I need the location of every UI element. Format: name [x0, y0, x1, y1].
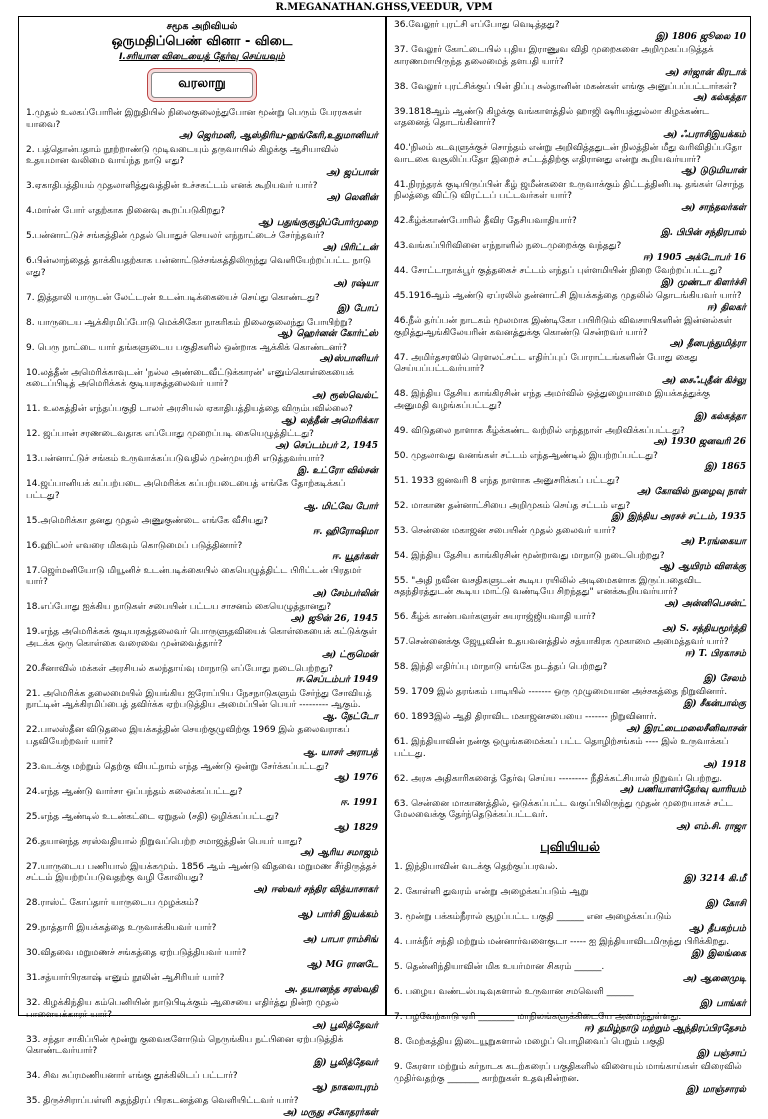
- question-text: 36.வேலூர் புரட்சி எப்போது வெடித்தது?: [394, 20, 746, 32]
- question-item: [26, 566, 378, 601]
- question-text: 18.எப்போது ஐக்கிய நாடுகள் சபையின் பட்டய சாசனம் கையெழுத்தானது?: [26, 602, 378, 614]
- question-item: [394, 426, 746, 449]
- question-item: [394, 987, 746, 1010]
- question-text: 19.எந்த அமெரிக்கக் குடியரசுத்தலைவர் பொருளுதவியைக் கொள்கையைக் கட்டுக்குள் அடக்க ஒரு கொள்கை வரைவை முன்வைத்தார்?: [26, 627, 378, 650]
- answer-text: அ) தீனபந்துமித்ரா: [394, 339, 746, 351]
- question-item: [394, 266, 746, 289]
- question-text: 8. யாருடைய ஆக்கிரமிப்போடு மெக்சிகோ நாகரிகம் நிலைகுலைந்து போயிற்று?: [26, 318, 378, 330]
- answer-text: ஆ. நேட்டோ: [26, 712, 378, 724]
- question-text: 48. இந்திய தேசிய காங்கிரசின் எந்த அமர்வில் ஒத்துழையாமை இயக்கத்துக்கு அனுமதி வழங்கப்பட்டது?: [394, 389, 746, 412]
- answer-text: ஈ.செப்டம்பர் 1949: [26, 675, 378, 687]
- question-text: 32. கிழக்கிந்திய கம்பெனியின் நாடுபிடிக்கும் ஆசையை எதிர்த்து நின்ற முதல் பாளையக்காரர் யார்?: [26, 998, 378, 1021]
- question-item: [394, 799, 746, 834]
- question-text: 3. மூன்று பக்கம்நீரால் சூழப்பட்ட பகுதி ______ என அழைக்கப்படும்: [394, 912, 746, 924]
- question-item: [394, 316, 746, 351]
- subject-title: சமூக அறிவியல்: [26, 20, 378, 34]
- question-item: [394, 887, 746, 910]
- answer-text: அ) கல்கத்தா: [394, 93, 746, 105]
- question-item: [26, 231, 378, 254]
- question-item: [26, 664, 378, 687]
- question-item: [394, 1062, 746, 1097]
- question-text: 46.நீல் தர்ப்பன் நாடகம் மூலமாக இண்டிகோ பயிரிடும் விவசாயிகளின் இன்னல்கள் குறித்துஆங்கிலேயரின் கவனத்துக்கு கொண்டு சென்றவர் யார்?: [394, 316, 746, 339]
- answer-text: இ. உட்ரோ வில்சன்: [26, 466, 378, 478]
- question-item: [26, 1071, 378, 1094]
- question-item: [394, 501, 746, 524]
- question-item: [394, 551, 746, 574]
- question-item: [394, 612, 746, 635]
- answer-text: அ) பூலித்தேவர்: [26, 1021, 378, 1033]
- answer-text: அ) P.ரங்கையா: [394, 537, 746, 549]
- question-text: 7. இத்தாலி யாருடன் லேட்டரன் உடன்படிக்கையைச் செய்து கொண்டது?: [26, 293, 378, 305]
- answer-text: அ) சர்ஜான் கிரடாக்: [394, 68, 746, 80]
- question-item: [394, 526, 746, 549]
- answer-text: அ) ஜூன் 26, 1945: [26, 614, 378, 626]
- history-question-list-right: [394, 20, 746, 833]
- answer-text: அ) செப்டம்பர் 2, 1945: [26, 441, 378, 453]
- question-text: 15.அமெரிக்கா தனது முதல் அணுகுண்டை எங்கே வீசியது?: [26, 516, 378, 528]
- answer-text: ஈ. ஹிரோஷிமா: [26, 527, 378, 539]
- question-text: 11. உலகத்தின் எந்தப்பகுதி டாலர் அரசியல் ஏகாதிபத்தியத்தை விரும்பவில்லை?: [26, 404, 378, 416]
- answer-text: ஆ) 1829: [26, 823, 378, 835]
- question-item: [394, 712, 746, 735]
- question-item: [394, 241, 746, 264]
- answer-text: அ) பணியாளர்தேர்வு வாரியம்: [394, 785, 746, 797]
- question-text: 26.தயானந்த சரஸ்வதியால் நிறுவப்பெற்ற சமாஜத்தின் பெயர் யாது?: [26, 837, 378, 849]
- answer-text: இ. பிபின் சந்திரபால்: [394, 228, 746, 240]
- question-item: [394, 451, 746, 474]
- question-text: 13.பன்னாட்டுச் சங்கம் உருவாக்கப்படுவதில் முன்முயற்சி எடுத்தவர்யார்?: [26, 454, 378, 466]
- answer-text: இ) 1806 ஜூலை 10: [394, 32, 746, 44]
- question-item: [394, 912, 746, 935]
- answer-text: இ) சேலம்: [394, 674, 746, 686]
- question-text: 10.லத்தீன் அமெரிக்காவுடன் 'நல்ல அண்டைவீட்டுக்காரன்' எனும்கொள்கையைக் கடைப்பிடித் அமெரிக்கக் குடியரசுத்தலைவர் யார்?: [26, 368, 378, 391]
- question-text: 40.'நிலம் கடவுளுக்குச் சொந்தம் என்று அறிவித்ததுடன் நிலத்தின் மீது வரிவிதிப்பதோ வாடகை வசூலிப்பதோ இறைச் சட்டத்திற்கு எதிரானது என்று கூறியவர்யார்?: [394, 143, 746, 166]
- answer-text: ஆ) டுடுமியான்: [394, 166, 746, 178]
- question-item: [26, 429, 378, 452]
- question-text: 41.நிரந்தரக் குடியிருப்பின் கீழ் ஜமீன்களை உருவாக்கும் திட்டத்தினிபடி தங்கள் சொந்த நிலத்தை விட்டு விரட்டப் பட்டவர்கள் யார்?: [394, 180, 746, 203]
- question-text: 62. அரசு அதிகாரிகளைத் தேர்வு செய்ய --------- நீதிக்கட்சியால் நிறுவப் பெற்றது.: [394, 774, 746, 786]
- question-text: 1. இந்தியாவின் வடக்கு தெற்குப்பரவல்.: [394, 862, 746, 874]
- question-text: 7. பழவேற்காடு ஏரி ________ மாநிலங்களுக்கிடையே அமைந்துள்ளது.: [394, 1012, 746, 1024]
- answer-text: இ) கோசி: [394, 899, 746, 911]
- question-text: 29.நாத்தாரி இயக்கத்தை உருவாக்கியவர் யார்?: [26, 923, 378, 935]
- question-item: [394, 1012, 746, 1035]
- worksheet-page: [18, 16, 751, 1016]
- answer-text: அ) கோவில் நுழைவு நாள்: [394, 487, 746, 499]
- answer-text: அ) 1930 ஜனவரி 26: [394, 437, 746, 449]
- question-item: [26, 516, 378, 539]
- question-text: 61. இந்தியாவின் நன்கு ஒழுங்கமைக்கப் பட்ட தொழிற்சங்கம் ---- இல் உருவாக்கப் பட்டது.: [394, 737, 746, 760]
- question-text: 9. பெரு நாட்டை யார் தங்களுடைய பகுதிகளில் ஒன்றாக ஆக்கிக் கொண்டனர்?: [26, 343, 378, 355]
- question-item: [394, 20, 746, 43]
- question-item: [26, 293, 378, 316]
- question-text: 4. பாக்நீர் சந்தி மற்றும் மன்னார்வளைகுடா ----- ஐ இந்தியாவிடமிருந்து பிரிக்கிறது.: [394, 937, 746, 949]
- answer-text: ஆ) 1976: [26, 773, 378, 785]
- answer-text: இ) பூலித்தேவர்: [26, 1058, 378, 1070]
- question-text: 43.வங்கப்பிரிவினை எந்நாளில் நடைமுறைக்கு வந்தது?: [394, 241, 746, 253]
- answer-text: இ) கல்கத்தா: [394, 412, 746, 424]
- question-text: 4.மார்ன் போர் எதற்காக நினைவு கூறப்படுகிறது?: [26, 206, 378, 218]
- question-item: [394, 353, 746, 388]
- answer-text: ஈ) திலகர்: [394, 303, 746, 315]
- answer-text: அ) லெனின்: [26, 193, 378, 205]
- question-item: [394, 143, 746, 178]
- question-text: 5.பன்னாட்டுச் சங்கத்தின் முதல் பொதுச் செயலர் எந்நாட்டைச் சேர்ந்தவர்?: [26, 231, 378, 243]
- answer-text: ஆ) MG ரானடே: [26, 960, 378, 972]
- question-item: [26, 318, 378, 341]
- question-text: 52. மாகாண தன்னாட்சியை அறிமுகம் செய்த சட்டம் எது?: [394, 501, 746, 513]
- question-item: [394, 180, 746, 215]
- question-text: 33. சந்தா சாகிப்பின் மூன்று குவைகளோடும் நெருங்கிய நட்பினை ஏற்படுத்திக் கொண்டவர்யார்?: [26, 1035, 378, 1058]
- answer-text: ஈ) 1905 அக்டோபர் 16: [394, 253, 746, 265]
- answer-text: இ) 3214 கி.மீ: [394, 874, 746, 886]
- question-item: [26, 998, 378, 1033]
- answer-text: அ) ட்ரூமென்: [26, 650, 378, 662]
- question-text: 57.சென்னைக்கு ஜேயூவின் உதயவனத்தில் சத்யாகிரக முகாமை அமைத்தவர் யார்?: [394, 637, 746, 649]
- question-text: 30.விதவை மறுமணச் சங்கத்தை ஏற்படுத்தியவர் யார்?: [26, 948, 378, 960]
- question-item: [26, 627, 378, 662]
- question-text: 2. கோள்ளி துவரம் என்று அழைக்கப்படும் ஆறு: [394, 887, 746, 899]
- answer-text: அ) பாபா ராம்சிங்: [26, 935, 378, 947]
- question-item: [26, 256, 378, 291]
- question-item: [26, 404, 378, 427]
- question-text: 16.ஹிட்லர் எவரை மிகவும் கொடுமைப் படுத்தினார்?: [26, 541, 378, 553]
- question-text: 54. இந்திய தேசிய காங்கிரசின் மூன்றாவது மாநாடு நடைபெற்றது?: [394, 551, 746, 563]
- question-item: [26, 1096, 378, 1119]
- question-text: 44. சோட்டாநாக்பூர் குத்தகைச் சட்டம் எந்தப் புள்ளமியின் நிறை வேற்றப்பட்டது?: [394, 266, 746, 278]
- question-text: 24.எந்த ஆண்டு வார்சா ஒப்பந்தம் கலைக்கப்பட்டது?: [26, 787, 378, 799]
- question-text: 5. தென்னிந்தியாவின் மிக உயர்மான சிகரம் ______.: [394, 962, 746, 974]
- question-text: 27.யாருடைய பணியால் இயக்கமும். 1856 ஆம் ஆண்டு விதவை மறுமண சீர்திருத்தச் சட்டம் இயற்றப்படுவதற்கு வழி கோலியது?: [26, 862, 378, 885]
- question-item: [394, 962, 746, 985]
- answer-text: ஆ) தீபகற்பம்: [394, 924, 746, 936]
- answer-text: அ) பிரிட்டன்: [26, 243, 378, 255]
- question-text: 1.முதல் உலகப்போரின் இறுதியில் நிலைகுலைந்துபோன மூன்று பெரும் பேரரசுகள் யாவை?: [26, 108, 378, 131]
- question-item: [26, 837, 378, 860]
- question-text: 25.எந்த ஆண்டில் உடன்கட்டை ஏறுதல் (சதி) ஒழிக்கப்பட்டது?: [26, 812, 378, 824]
- author-header: R.MEGANATHAN.GHSS,VEEDUR, VPM: [0, 2, 768, 16]
- question-item: [26, 541, 378, 564]
- answer-text: அ) S. சத்தியமூர்த்தி: [394, 624, 746, 636]
- answer-text: ஈ. 1991: [26, 798, 378, 810]
- answer-text: ஆ) லத்தீன் அமெரிக்கா: [26, 416, 378, 428]
- question-item: [394, 662, 746, 685]
- question-text: 31.சத்யார்பிரகாஷ் எனும் நூலின் ஆசிரியர் யார்?: [26, 973, 378, 985]
- question-item: [394, 1037, 746, 1060]
- answer-text: அ) ஆனைமுடி: [394, 974, 746, 986]
- answer-text: ஈ. யூதர்கள்: [26, 552, 378, 564]
- question-text: 34. சிவ சுப்ரமணியனார் எங்கு தூக்கிலிடப் பட்டார்?: [26, 1071, 378, 1083]
- question-text: 14.ஜப்பானியக் கப்பற்படை அமெரிக்க கப்பற்படையைத் எங்கே தோற்கடிக்கப் பட்டது?: [26, 479, 378, 502]
- question-item: [394, 576, 746, 611]
- geography-question-list: [394, 862, 746, 1097]
- question-text: 42.கீழ்க்காண்போரில் தீவிர தேசியவாதியார்?: [394, 216, 746, 228]
- history-section-banner: வரலாறு: [151, 72, 253, 98]
- question-text: 8. மேற்கத்திய இடையூறுகளால் மழைப் பொழிவைப் பெறும் பகுதி: [394, 1037, 746, 1049]
- question-item: [26, 1035, 378, 1070]
- question-item: [26, 812, 378, 835]
- geography-section-heading: புவியியல்: [520, 839, 620, 857]
- question-text: 6.பின்லாந்தைத் தாக்கியதற்காக பன்னாட்டுச்சங்கத்திலிருந்து வெளியேற்றப்பட்ட நாடு எது?: [26, 256, 378, 279]
- answer-text: அ) அன்னிபெசன்ட்: [394, 599, 746, 611]
- question-item: [26, 108, 378, 143]
- question-item: [26, 762, 378, 785]
- question-item: [26, 787, 378, 810]
- answer-text: அ) இரட்டைமலைசீனிவாசன்: [394, 724, 746, 736]
- question-item: [394, 862, 746, 885]
- answer-text: அ) ஜெர்மனி, ஆஸ்திரிய-ஹங்கேரி,உதுமானியர்: [26, 131, 378, 143]
- question-item: [394, 216, 746, 239]
- question-item: [394, 107, 746, 142]
- question-item: [394, 476, 746, 499]
- question-item: [26, 689, 378, 724]
- answer-text: இ) பஞ்சாப்: [394, 1049, 746, 1061]
- column-divider: [385, 17, 387, 1015]
- question-item: [26, 898, 378, 921]
- question-text: 12. ஜப்பான் சரணடைவதாக எப்போது முறைப்படி கையெழுத்திட்டது?: [26, 429, 378, 441]
- answer-text: இ) சீகன்பால்கு: [394, 699, 746, 711]
- question-text: 60. 1893இல் ஆதி திராவிட மகாஜனசபையை ------- நிறுவினார்.: [394, 712, 746, 724]
- question-item: [26, 343, 378, 366]
- question-item: [394, 937, 746, 960]
- question-text: 51. 1933 ஜனவரி 8 எந்த நாளாக அனுசரிக்கப் பட்டது?: [394, 476, 746, 488]
- answer-text: ஈ) தமிழ்நாடு மற்றும் ஆந்திரப்பிரதேசம்: [394, 1024, 746, 1036]
- question-text: 45.1916ஆம் ஆண்டு ஏப்ரலில் தன்னாட்சி இயக்கத்தை முதலில் தொடங்கியவர் யார்?: [394, 291, 746, 303]
- question-item: [394, 774, 746, 797]
- left-column: [26, 20, 378, 1014]
- question-text: 9. கேரளா மற்றும் கர்நாடக கடற்கரைப் பகுதிகளில் விளையும் மாங்காய்கள் விரைவில் முதிர்வதற்கு _______ காற்றுகள் உதவுகின்றன.: [394, 1062, 746, 1085]
- question-text: 56. கீழ்க் காண்பவர்களுள் சுயராஜ்ஜியவாதி யார்?: [394, 612, 746, 624]
- question-text: 47. அமிர்தசரஸில் ரௌலட்சட்ட எதிர்ப்புப் போராட்டங்களின் போது கைது செய்யப்பட்டவர்யார்?: [394, 353, 746, 376]
- question-text: 53. சென்னை மகாஜன சபையின் முதல் தலைவர் யார்?: [394, 526, 746, 538]
- answer-text: இ) 1865: [394, 462, 746, 474]
- question-text: 35. திருச்சிராப்பள்ளி சுதந்திரப் பிரகடனத்தை வெளியிட்டவர் யார்?: [26, 1096, 378, 1108]
- answer-text: அ) சேம்பர்லின்: [26, 589, 378, 601]
- answer-text: இ) மாஞ்சாரல்: [394, 1085, 746, 1097]
- question-item: [26, 145, 378, 180]
- answer-text: ஆ. மிட்வே போர்: [26, 502, 378, 514]
- answer-text: ஆ) நாகலாபுரம்: [26, 1083, 378, 1095]
- history-question-list-left: [26, 108, 378, 1119]
- question-item: [394, 637, 746, 660]
- page-title: ஒருமதிப்பெண் வினா - விடை: [26, 34, 378, 50]
- answer-text: அ) மருது சகோதரர்கள்: [26, 1108, 378, 1119]
- question-text: 58. இந்தி எதிர்ப்பு மாநாடு எங்கே நடத்தப் பெற்றது?: [394, 662, 746, 674]
- question-text: 38. வேலூர் புரட்சிக்குப் பின் திப்பு சுல்தானின் மகன்கள் எங்கு அனுப்பப்பட்டார்கள்?: [394, 82, 746, 94]
- question-item: [26, 948, 378, 971]
- answer-text: அ) ஃபராசிஇயக்கம்: [394, 130, 746, 142]
- answer-text: அ) 1918: [394, 760, 746, 772]
- answer-text: ஈ) T. பிரகாசம்: [394, 649, 746, 661]
- question-text: 3.ஏகாதிபத்தியம் முதலாளித்துவத்தின் உச்சகட்டம் எனக் கூறியவர் யார்?: [26, 181, 378, 193]
- question-text: 28.ராஸ்ட் கோப்தார் யாருடைய முழக்கம்?: [26, 898, 378, 910]
- question-text: 20.சீனாவில் மக்கள் அரசியல் கலந்தாய்வு மாநாடு எப்போது நடைபெற்றது?: [26, 664, 378, 676]
- answer-text: அ. தயானந்த சரஸ்வதி: [26, 985, 378, 997]
- question-text: 63. சென்னை மாகாணத்தில், ஒடுக்கப்பட்ட வகுப்பிலிருந்து முதன் முறையாகச் சட்ட மேலவைக்கு தேர்ந்தெடுக்கப்பட்டவர்.: [394, 799, 746, 822]
- answer-text: அ) ஜப்பான்: [26, 168, 378, 180]
- question-item: [394, 389, 746, 424]
- question-text: 55. "அதி நவீன வசதிகளுடன் கூடிய ரயிலில் அடிமைகளாக இருப்பதைவிட சுதந்திரத்துடன் கூடிய மாட்டு வண்டியே சிறந்தது" எனக்கூறியவர்யார்?: [394, 576, 746, 599]
- question-item: [26, 602, 378, 625]
- answer-text: அ) ஆரிய சமாஜம்: [26, 848, 378, 860]
- question-item: [26, 454, 378, 477]
- right-column: [394, 20, 746, 1014]
- question-text: 21. அமெரிக்க தலைமையில் இயங்கிய ஐரோப்பிய நேசநாடுகளும் சேர்ந்து சோவியத் நாட்டின் ஆக்கிரமிப்பைத் தவிர்க்க ஏற்படுத்திய அமைப்பின் பெயர் --------- ஆகும்.: [26, 689, 378, 712]
- question-text: 22.பாலஸ்தீன விடுதலை இயக்கத்தின் செயற்குழுவிற்கு 1969 இல் தலைவராகப் பதவியேற்றவர் யார்?: [26, 725, 378, 748]
- question-item: [394, 45, 746, 80]
- answer-text: அ) ஈஸ்வர் சந்திர வித்யாசாகர்: [26, 885, 378, 897]
- question-text: 50. முதலாவது வனங்கள் சட்டம் எந்தஆண்டில் இயற்றப்பட்டது?: [394, 451, 746, 463]
- question-item: [26, 973, 378, 996]
- question-item: [26, 862, 378, 897]
- instruction-line: I.சரியான விடையைத் தேர்வு செய்யவும்: [26, 50, 378, 64]
- question-item: [26, 479, 378, 514]
- question-text: 49. விடுதலை நாளாக கீழ்க்கண்ட வற்றில் எந்தநாள் அறிவிக்கப்பட்டது?: [394, 426, 746, 438]
- question-item: [394, 291, 746, 314]
- question-item: [394, 82, 746, 105]
- question-text: 23.வடக்கு மற்றும் தெற்கு வியட்நாம் எந்த ஆண்டு ஒன்று சேர்க்கப்பட்டது?: [26, 762, 378, 774]
- question-text: 59. 1709 இல் தரங்கம் பாடியில் ------- ஒரு முழுமையான அச்சகத்தை நிறுவினார்.: [394, 687, 746, 699]
- answer-text: இ) பாங்கர்: [394, 999, 746, 1011]
- answer-text: அ) ரஷ்யா: [26, 279, 378, 291]
- question-item: [26, 368, 378, 403]
- answer-text: ஆ) பதுங்குகுழிப்போர்முறை: [26, 218, 378, 230]
- answer-text: ஆ) ஆயிரம் விளக்கு: [394, 562, 746, 574]
- answer-text: இ) இலங்கை: [394, 949, 746, 961]
- answer-text: இ) போப்: [26, 304, 378, 316]
- answer-text: ஆ) ஹெர்னன் கோர்ட்ஸ்: [26, 329, 378, 341]
- question-text: 2. பத்தொன்பதாம் நூற்றாண்டு முடிவடையும் தருவாயில் கிழக்கு ஆசியாவில் உதயமான வலிமை வாய்ந்த நாடு எது?: [26, 145, 378, 168]
- answer-text: ஆ. யாசர் அராபத்: [26, 748, 378, 760]
- question-item: [26, 206, 378, 229]
- question-text: 37. வேலூர் கோட்டையில் புதிய இராணுவ விதி முறைகளை அறிமுகப்படுத்தக் காரணமாயிருந்த தலைமைத் தளபதி யார்?: [394, 45, 746, 68]
- answer-text: அ) ரூஸ்வெல்ட்: [26, 391, 378, 403]
- answer-text: அ)ஸ்பானியர்: [26, 354, 378, 366]
- question-item: [394, 737, 746, 772]
- question-item: [26, 725, 378, 760]
- answer-text: இ) முண்டா கிளர்ச்சி: [394, 278, 746, 290]
- question-text: 39.1818ஆம் ஆண்டு கிழக்கு வங்காளத்தில் ஹாஜி ஷரியத்துல்லா கிழக்கண்ட எதனைத் தொடங்கினார்?: [394, 107, 746, 130]
- question-item: [26, 923, 378, 946]
- question-text: 6. பழைய வண்டல்படிவுகளால் உருவான சமவெளி ______: [394, 987, 746, 999]
- question-item: [394, 687, 746, 710]
- question-item: [26, 181, 378, 204]
- answer-text: அ) சாந்தலர்கள்: [394, 203, 746, 215]
- question-text: 17.ஜெர்மனியோடு மியூனிச் உடன்படிக்கையில் கையெழுத்திட்ட பிரிட்டன் பிரதமர் யார்?: [26, 566, 378, 589]
- answer-text: இ) இந்திய அரசச் சட்டம், 1935: [394, 512, 746, 524]
- answer-text: அ) எம்.சி. ராஜா: [394, 822, 746, 834]
- answer-text: அ) சைஃபுதீன் கிச்லு: [394, 376, 746, 388]
- answer-text: ஆ) பார்சி இயக்கம்: [26, 910, 378, 922]
